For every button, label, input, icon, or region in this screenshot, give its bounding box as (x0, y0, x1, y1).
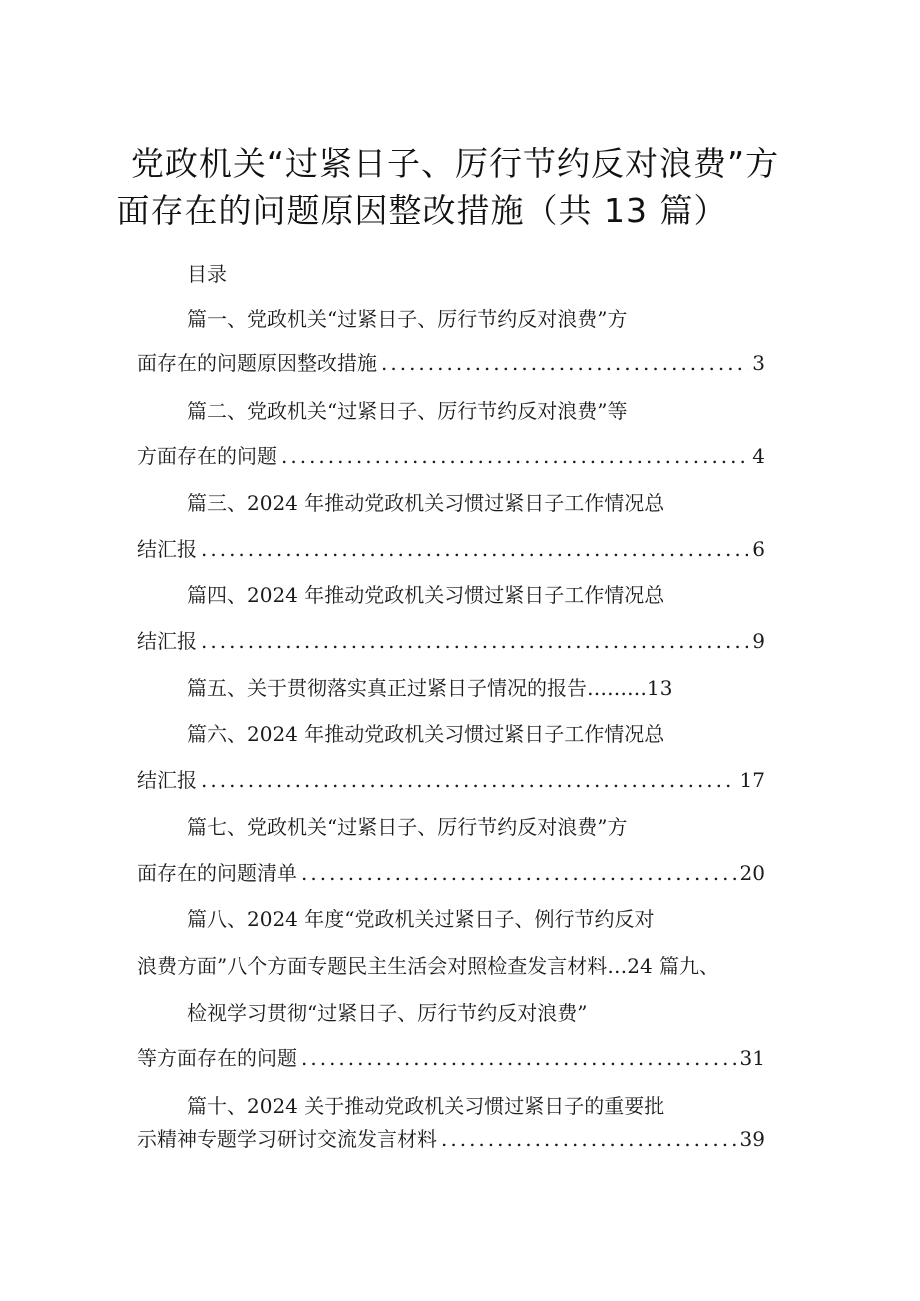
toc-entry-2-page: 4 (752, 444, 765, 468)
toc-entry-10-line-1: 篇十、2024 关于推动党政机关习惯过紧日子的重要批 (187, 1094, 665, 1118)
toc-entry-7-line-2: 面存在的问题清单 (137, 861, 297, 885)
leader-dots (201, 628, 748, 654)
toc-entry-6-page: 17 (739, 768, 765, 792)
toc-entry-7-row[interactable] (137, 860, 765, 886)
toc-entry-1-line-1: 篇一、党政机关“过紧日子、厉行节约反对浪费”方 (187, 307, 628, 331)
toc-entry-9-row[interactable] (137, 1045, 765, 1071)
toc-entry-7-line-1: 篇七、党政机关“过紧日子、厉行节约反对浪费”方 (187, 815, 628, 839)
toc-entry-4-line-1: 篇四、2024 年推动党政机关习惯过紧日子工作情况总 (187, 583, 665, 607)
leader-dots (201, 536, 748, 562)
toc-entry-2-row[interactable] (137, 443, 765, 469)
toc-entry-4-page: 9 (752, 629, 765, 653)
toc-entry-1-line-2: 面存在的问题原因整改措施 (137, 351, 377, 375)
toc-entry-10-row[interactable] (137, 1126, 765, 1152)
toc-heading: 目录 (187, 262, 227, 286)
toc-entry-4-line-2: 结汇报 (137, 629, 197, 653)
document-title-line-1: 党政机关“过紧日子、厉行节约反对浪费”方 (130, 144, 780, 183)
toc-entry-4-row[interactable] (137, 628, 765, 654)
toc-entry-9-page: 31 (739, 1046, 765, 1070)
toc-entry-3-page: 6 (752, 537, 765, 561)
toc-entry-6-line-1: 篇六、2024 年推动党政机关习惯过紧日子工作情况总 (187, 722, 665, 746)
document-title-line-2: 面存在的问题原因整改措施（共 13 篇） (116, 191, 728, 230)
leader-dots (301, 860, 736, 886)
toc-entry-10-page: 39 (739, 1127, 765, 1151)
toc-entry-5-line-1[interactable]: 篇五、关于贯彻落实真正过紧日子情况的报告………13 (187, 676, 673, 700)
toc-entry-8-line-1: 篇八、2024 年度“党政机关过紧日子、例行节约反对 (187, 907, 655, 931)
leader-dots (441, 1126, 736, 1152)
toc-entry-1-page: 3 (752, 351, 765, 375)
toc-entry-3-row[interactable] (137, 536, 765, 562)
toc-entry-2-line-1: 篇二、党政机关“过紧日子、厉行节约反对浪费”等 (187, 399, 628, 423)
toc-entry-9-line-2: 等方面存在的问题 (137, 1046, 297, 1070)
toc-entry-8-line-2[interactable]: 浪费方面”八个方面专题民主生活会对照检查发言材料…24 篇九、 (137, 954, 720, 978)
leader-dots (281, 443, 748, 469)
leader-dots (381, 350, 748, 376)
toc-entry-9-line-1: 检视学习贯彻“过紧日子、厉行节约反对浪费” (187, 1001, 588, 1025)
toc-entry-3-line-1: 篇三、2024 年推动党政机关习惯过紧日子工作情况总 (187, 491, 665, 515)
toc-entry-10-line-2: 示精神专题学习研讨交流发言材料 (137, 1127, 437, 1151)
leader-dots (301, 1045, 736, 1071)
leader-dots (201, 767, 736, 793)
toc-entry-2-line-2: 方面存在的问题 (137, 444, 277, 468)
toc-entry-6-row[interactable] (137, 767, 765, 793)
toc-entry-1-row[interactable] (137, 350, 765, 376)
toc-entry-6-line-2: 结汇报 (137, 768, 197, 792)
toc-entry-7-page: 20 (739, 861, 765, 885)
toc-entry-3-line-2: 结汇报 (137, 537, 197, 561)
